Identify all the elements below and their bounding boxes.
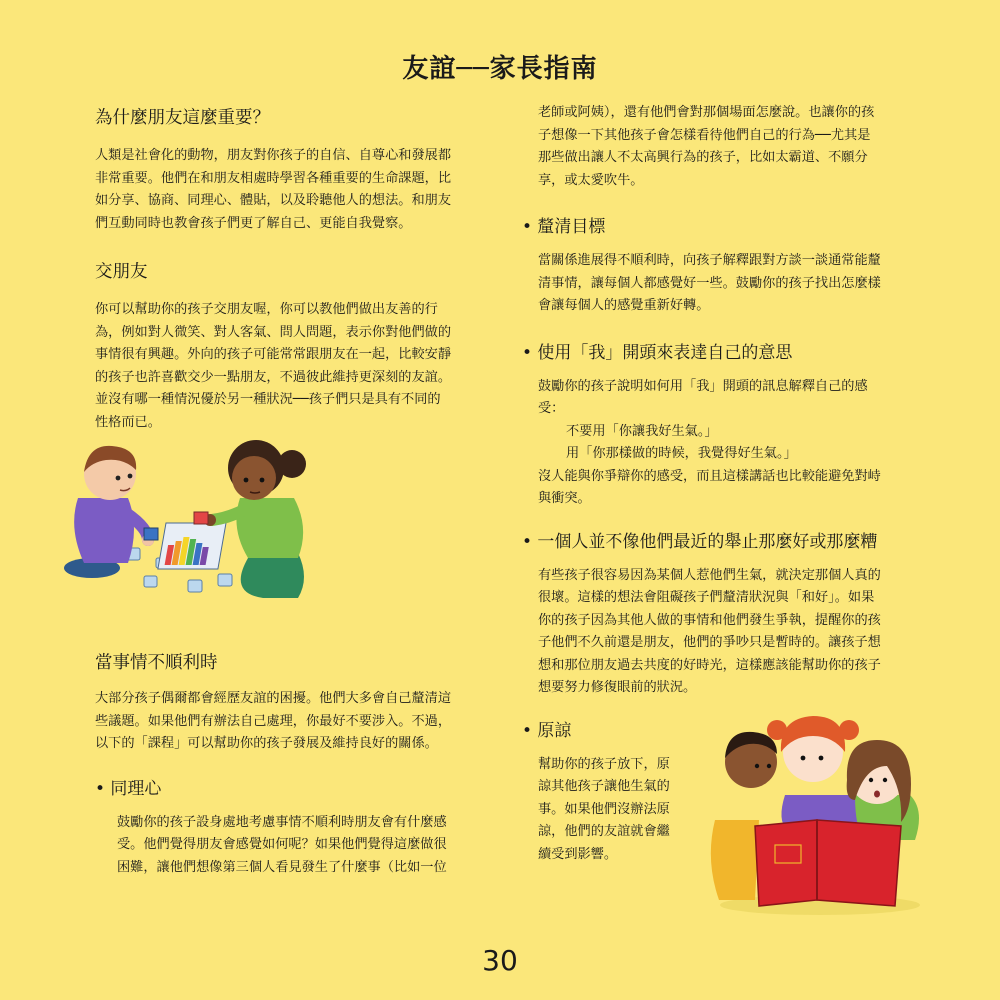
text-line: 諒，他們的友誼就會繼	[538, 824, 670, 839]
kids-puzzle-illustration	[48, 428, 348, 603]
text-line: 諒其他孩子讓他生氣的	[538, 779, 670, 794]
paragraph-empathy	[95, 812, 480, 880]
page-number: 30	[482, 944, 518, 977]
text-line: 事。如果他們沒辦法原	[538, 801, 670, 817]
text-line: 鼓勵你的孩子說明如何用「我」開頭的訊息解釋自己的感	[538, 378, 868, 394]
paragraph-i-messages	[522, 376, 910, 511]
text-line: 你可以幫助你的孩子交朋友喔，你可以教他們做出友善的行	[95, 302, 438, 317]
text-line: 困難，讓他們想像第三個人看見發生了什麼事（比如一位	[117, 859, 447, 875]
page-title: 友誼──家長指南	[402, 54, 598, 84]
quote-do: 用「你那樣做的時候，我覺得好生氣。」	[566, 446, 797, 461]
text-line: 沒人能與你爭辯你的感受，而且這樣講話也比較能避免對峙	[538, 468, 881, 484]
heading-clarify-goals: • 釐清目標	[522, 217, 606, 237]
heading-why-friends: 為什麼朋友這麼重要？	[95, 108, 270, 128]
left-column	[95, 105, 480, 434]
text-line: 想和那位朋友過去共度的好時光，這樣應該能幫助你的孩子	[538, 657, 881, 673]
text-line: 那些做出讓人不太高興行為的孩子，比如太霸道、不願分	[538, 150, 868, 165]
text-line: 享，或太愛吹牛。	[538, 172, 644, 188]
heading-making-friends: 交朋友	[95, 262, 148, 282]
text-line: 老師或阿姨），還有他們會對那個場面怎麼說。也讓你的孩	[538, 105, 875, 120]
paragraph-forgive	[522, 754, 708, 867]
heading-forgive: • 原諒	[522, 720, 572, 741]
heading-not-all-good-or-bad: • 一個人並不像他們最近的舉止那麼好或那麼糟	[522, 531, 878, 552]
text-line: 們互動同時也教會孩子們更了解自己、更能自我覺察。	[95, 215, 412, 231]
text-line: 續受到影響。	[538, 846, 618, 862]
quote-dont: 不要用「你讓我好生氣。」	[566, 423, 718, 439]
text-line: 為，例如對人微笑、對人客氣、問人問題，表示你對他們做的	[95, 324, 452, 340]
paragraph-clarify-goals	[522, 250, 910, 318]
text-line: 會讓每個人的感覺重新好轉。	[538, 298, 710, 313]
text-line: 事情很有興趣。外向的孩子可能常常跟朋友在一起，比較安靜	[95, 347, 452, 362]
text-line: 鼓勵你的孩子設身處地考慮事情不順利時朋友會有什麼感	[117, 814, 447, 830]
paragraph-when-things-go-wrong	[95, 688, 480, 756]
text-line: 人類是社會化的動物，朋友對你孩子的自信、自尊心和發展都	[95, 148, 452, 163]
paragraph-not-all-good-or-bad	[522, 565, 910, 700]
text-line: 當關係進展得不順利時，向孩子解釋跟對方談一談通常能釐	[538, 253, 881, 268]
text-line: 有些孩子很容易因為某個人惹他們生氣，就決定那個人真的	[538, 567, 881, 583]
text-line: 你的孩子因為其他人做的事情和他們發生爭執，提醒你的孩	[538, 612, 881, 628]
text-line: 些議題。如果他們有辦法自己處理，你最好不要涉入。不過，	[95, 713, 452, 729]
heading-when-things-go-wrong: 當事情不順利時	[95, 653, 218, 673]
paragraph-making-friends	[95, 299, 480, 434]
text-line: 幫助你的孩子放下，原	[538, 756, 670, 772]
left-column-lower	[95, 650, 480, 879]
text-line: 子他們不久前還是朋友，他們的爭吵只是暫時的。讓孩子想	[538, 635, 881, 650]
text-line: 性格而已。	[95, 414, 161, 430]
text-line: 以下的「課程」可以幫助你的孩子發展及維持良好的關係。	[95, 736, 438, 751]
text-line: 受。他們覺得朋友會感覺如何呢？如果他們覺得這麼做很	[117, 837, 447, 852]
text-line: 並沒有哪一種情況優於另一種狀況──孩子們只是具有不同的	[95, 392, 441, 407]
paragraph-empathy-cont	[522, 102, 910, 192]
paragraph-why-friends	[95, 145, 480, 235]
text-line: 清事情，讓每個人都感覺好一些。鼓勵你的孩子找出怎麼樣	[538, 275, 881, 291]
text-line: 想要努力修復眼前的狀況。	[538, 680, 697, 695]
text-line: 大部分孩子偶爾都會經歷友誼的困擾。他們大多會自己釐清這	[95, 691, 452, 706]
text-line: 與衝突。	[538, 491, 591, 506]
text-line: 如分享、協商、同理心、體貼，以及聆聽他人的想法。和朋友	[95, 193, 452, 208]
heading-i-messages: • 使用「我」開頭來表達自己的意思	[522, 342, 793, 363]
kids-reading-illustration	[705, 700, 935, 920]
text-line: 受：	[538, 401, 565, 416]
text-line: 非常重要。他們在和朋友相處時學習各種重要的生命課題，比	[95, 170, 452, 186]
text-line: 很壞。這樣的想法會阻礙孩子們釐清狀況與「和好」。如果	[538, 590, 875, 605]
text-line: 子想像一下其他孩子會怎樣看待他們自己的行為──尤其是	[538, 127, 871, 143]
heading-empathy: • 同理心	[95, 778, 162, 799]
text-line: 的孩子也許喜歡交少一點朋友，不過彼此維持更深刻的友誼。	[95, 369, 452, 385]
